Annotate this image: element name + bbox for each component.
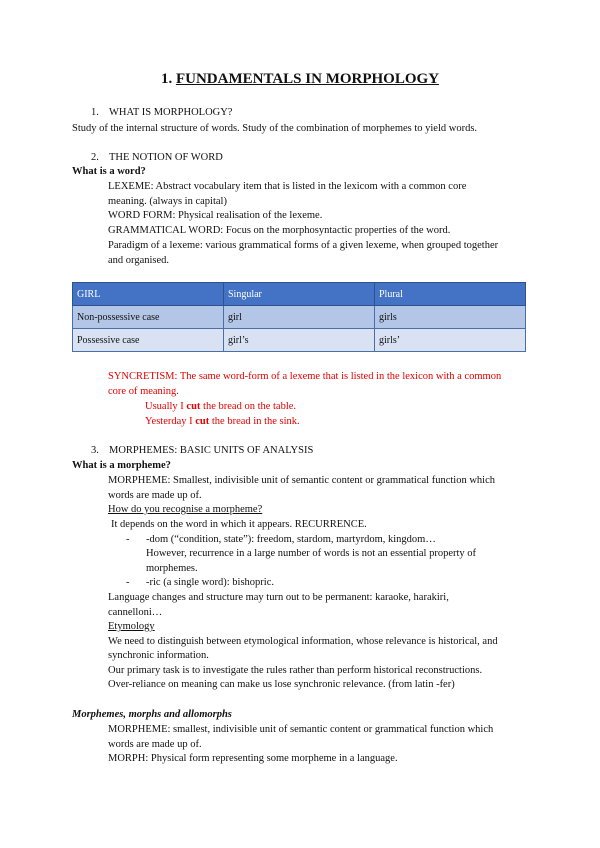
table-cell: girl xyxy=(224,306,375,329)
primary-task-line: Our primary task is to investigate the rules rather than perform historical reconstructions. xyxy=(108,665,483,676)
page-title xyxy=(0,72,600,87)
paradigm-table xyxy=(72,282,526,352)
word-form-line: WORD FORM: Physical realisation of the lexeme. xyxy=(108,210,323,221)
over-reliance-line: Over-reliance on meaning can make us lose synchronic relevance. (from latin -fer) xyxy=(108,679,455,690)
example-2-pre: Yesterday I xyxy=(145,416,196,427)
table-cell: girls xyxy=(375,306,526,329)
bullet-dom-cont-1: However, recurrence in a large number of words is not an essential property of xyxy=(146,548,477,559)
etymology-line-1: We need to distinguish between etymological information, whose relevance is historical, and xyxy=(108,636,498,647)
table-header-cell: GIRL xyxy=(73,283,224,306)
morph-definition-line: MORPH: Physical form representing some morpheme in a language. xyxy=(108,753,398,764)
paradigm-line-2: and organised. xyxy=(108,255,170,266)
morphs-allomorphs-heading: Morphemes, morphs and allomorphs xyxy=(72,709,232,720)
table-cell: Non-possessive case xyxy=(73,306,224,329)
lexeme-line-2: meaning. (always in capital) xyxy=(108,196,227,207)
language-change-line-1: Language changes and structure may turn out to be permanent: karaoke, harakiri, xyxy=(108,592,449,603)
section-1-body: Study of the internal structure of words. Study of the combination of morphemes to yield words. xyxy=(72,123,478,134)
recognise-morpheme-heading: How do you recognise a morpheme? xyxy=(108,504,263,515)
morpheme-def-line-1: MORPHEME: Smallest, indivisible unit of semantic content or grammatical function which xyxy=(108,475,495,486)
table-header-row xyxy=(73,283,526,306)
what-is-word-subheading: What is a word? xyxy=(72,166,146,177)
example-2-bold: cut xyxy=(195,416,210,427)
table-cell: Possessive case xyxy=(73,329,224,352)
table-row xyxy=(73,306,526,329)
bullet-ric: -ric (a single word): bishopric. xyxy=(146,577,275,588)
table-header-cell: Singular xyxy=(224,283,375,306)
bullet-dom-cont-2: morphemes. xyxy=(146,563,198,574)
syncretism-line-1: SYNCRETISM: The same word-form of a lexeme that is listed in the lexicon with a common xyxy=(108,371,502,382)
bullet-dom: -dom (“condition, state”): freedom, stardom, martyrdom, kingdom… xyxy=(146,534,436,545)
syncretism-example-2 xyxy=(145,414,300,429)
example-1-bold: cut xyxy=(186,401,201,412)
section-2-number: 2. xyxy=(91,152,99,163)
recurrence-line: It depends on the word in which it appears. RECURRENCE. xyxy=(111,519,367,530)
example-1-post: the bread on the table. xyxy=(200,401,297,412)
table-header-cell: Plural xyxy=(375,283,526,306)
language-change-line-2: cannelloni… xyxy=(108,607,163,618)
morpheme-def2-line-2: words are made up of. xyxy=(108,739,202,750)
example-1-pre: Usually I xyxy=(145,401,187,412)
bullet-dash: - xyxy=(126,534,130,545)
morpheme-def-line-2: words are made up of. xyxy=(108,490,202,501)
paradigm-line-1: Paradigm of a lexeme: various grammatical forms of a given lexeme, when grouped together xyxy=(108,240,499,251)
section-1-heading: WHAT IS MORPHOLOGY? xyxy=(109,107,233,118)
section-3-number: 3. xyxy=(91,445,99,456)
what-is-morpheme-subheading: What is a morpheme? xyxy=(72,460,171,471)
bullet-dash: - xyxy=(126,577,130,588)
section-1-number: 1. xyxy=(91,107,99,118)
etymology-line-2: synchronic information. xyxy=(108,650,209,661)
table-cell: girls’ xyxy=(375,329,526,352)
title-text: FUNDAMENTALS IN MORPHOLOGY xyxy=(175,71,440,87)
grammatical-word-line: GRAMMATICAL WORD: Focus on the morphosyntactic properties of the word. xyxy=(108,225,451,236)
section-3-heading: MORPHEMES: BASIC UNITS OF ANALYSIS xyxy=(109,445,314,456)
syncretism-example-1 xyxy=(145,399,296,414)
title-number: 1. xyxy=(160,71,173,87)
table-cell: girl’s xyxy=(224,329,375,352)
example-2-post: the bread in the sink. xyxy=(209,416,300,427)
syncretism-line-2: core of meaning. xyxy=(108,386,179,397)
lexeme-line-1: LEXEME: Abstract vocabulary item that is listed in the lexicom with a common core xyxy=(108,181,467,192)
table-row xyxy=(73,329,526,352)
etymology-heading: Etymology xyxy=(108,621,155,632)
morpheme-def2-line-1: MORPHEME: smallest, indivisible unit of semantic content or grammatical function which xyxy=(108,724,494,735)
section-2-heading: THE NOTION OF WORD xyxy=(109,152,223,163)
